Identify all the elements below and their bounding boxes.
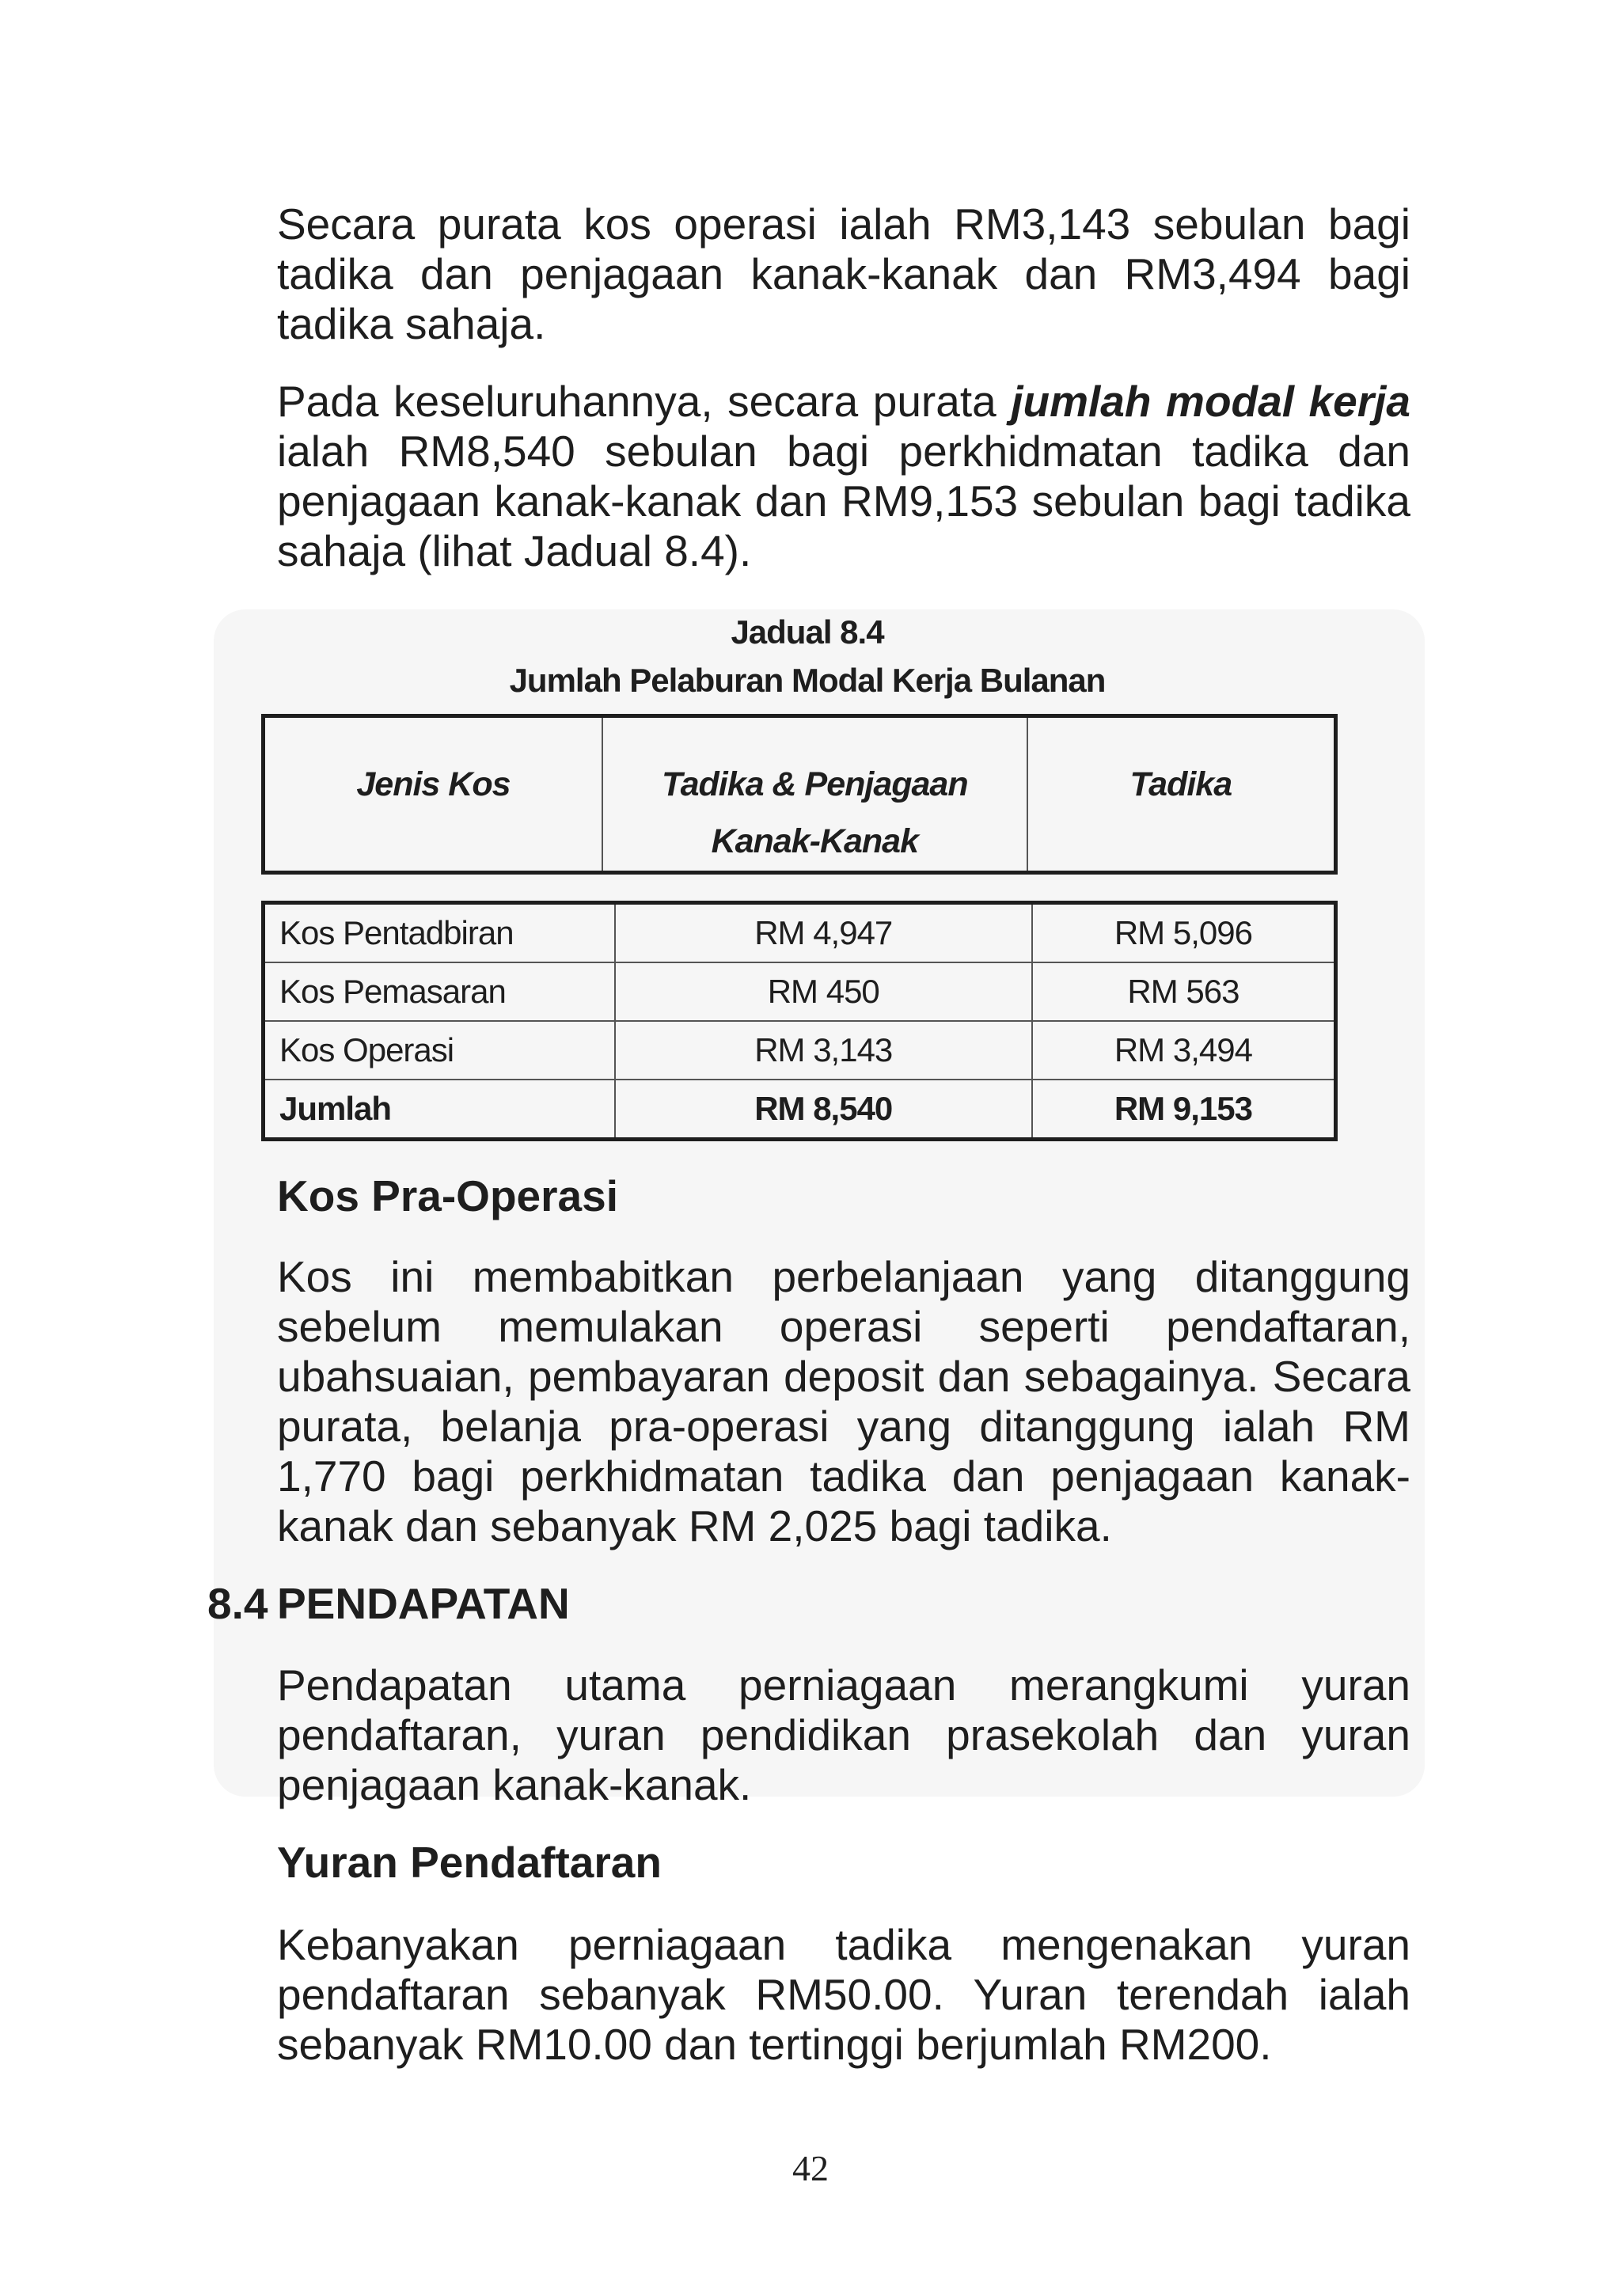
- intro-paragraph-2: [277, 377, 1410, 576]
- cell-tadika-penjagaan: RM 3,143: [615, 1021, 1032, 1080]
- table-title: Jumlah Pelaburan Modal Kerja Bulanan: [509, 662, 1106, 699]
- table-header: [261, 714, 1338, 875]
- header-tadika-penjagaan: Tadika & Penjagaan Kanak-Kanak: [602, 716, 1027, 873]
- pra-operasi-paragraph: Kos ini membabitkan perbelanjaan yang ditanggung sebelum memulakan operasi seperti pendaftaran, ubahsuaian, pembayaran deposit dan sebagainya. Secara purata, belanja pra-operasi yang ditanggung ialah RM 1,770 bagi perkhidmatan tadika dan penjagaan kanak-kanak dan sebanyak RM 2,025 bagi tadika.: [277, 1252, 1410, 1550]
- cell-tadika: RM 9,153: [1032, 1080, 1336, 1140]
- cell-tadika: RM 3,494: [1032, 1021, 1336, 1080]
- row-label: Kos Pemasaran: [264, 962, 615, 1021]
- cell-tadika: RM 563: [1032, 962, 1336, 1021]
- cell-tadika-penjagaan: RM 4,947: [615, 903, 1032, 963]
- header-tadika: Tadika: [1027, 716, 1336, 873]
- heading-yuran-pendaftaran: Yuran Pendaftaran: [277, 1838, 662, 1887]
- intro-paragraph-1: Secara purata kos operasi ialah RM3,143 sebulan bagi tadika dan penjagaan kanak-kanak dan RM3,494 bagi tadika sahaja.: [277, 199, 1410, 348]
- yuran-paragraph: Kebanyakan perniagaan tadika mengenakan yuran pendaftaran sebanyak RM50.00. Yuran terendah ialah sebanyak RM10.00 dan tertinggi berjumlah RM200.: [277, 1920, 1410, 2069]
- row-label: Jumlah: [264, 1080, 615, 1140]
- page-number: 42: [792, 2148, 829, 2188]
- pendapatan-paragraph: Pendapatan utama perniagaan merangkumi yuran pendaftaran, yuran pendidikan prasekolah dan yuran penjagaan kanak-kanak.: [277, 1660, 1410, 1809]
- row-label: Kos Pentadbiran: [264, 903, 615, 963]
- row-label: Kos Operasi: [264, 1021, 615, 1080]
- cell-tadika: RM 5,096: [1032, 903, 1336, 963]
- table-row: [264, 903, 1336, 963]
- cell-tadika-penjagaan: RM 8,540: [615, 1080, 1032, 1140]
- table-body: [261, 901, 1338, 1141]
- table-number: Jadual 8.4: [731, 613, 884, 651]
- section-number: 8.4: [207, 1579, 268, 1628]
- emphasis-jumlah-modal-kerja: jumlah modal kerja: [1011, 377, 1410, 426]
- intro-paragraph-2-end: ialah RM8,540 sebulan bagi perkhidmatan tadika dan penjagaan kanak-kanak dan RM9,153 sebulan bagi tadika sahaja (lihat Jadual 8.4).: [277, 427, 1410, 575]
- table-total-row: [264, 1080, 1336, 1140]
- table-row: [264, 1021, 1336, 1080]
- intro-paragraph-2-start: Pada keseluruhannya, secara purata: [277, 377, 1012, 426]
- section-title: PENDAPATAN: [277, 1579, 570, 1628]
- header-jenis-kos: Jenis Kos: [356, 765, 511, 803]
- cell-tadika-penjagaan: RM 450: [615, 962, 1032, 1021]
- table-row: [264, 962, 1336, 1021]
- heading-kos-pra-operasi: Kos Pra-Operasi: [277, 1171, 619, 1220]
